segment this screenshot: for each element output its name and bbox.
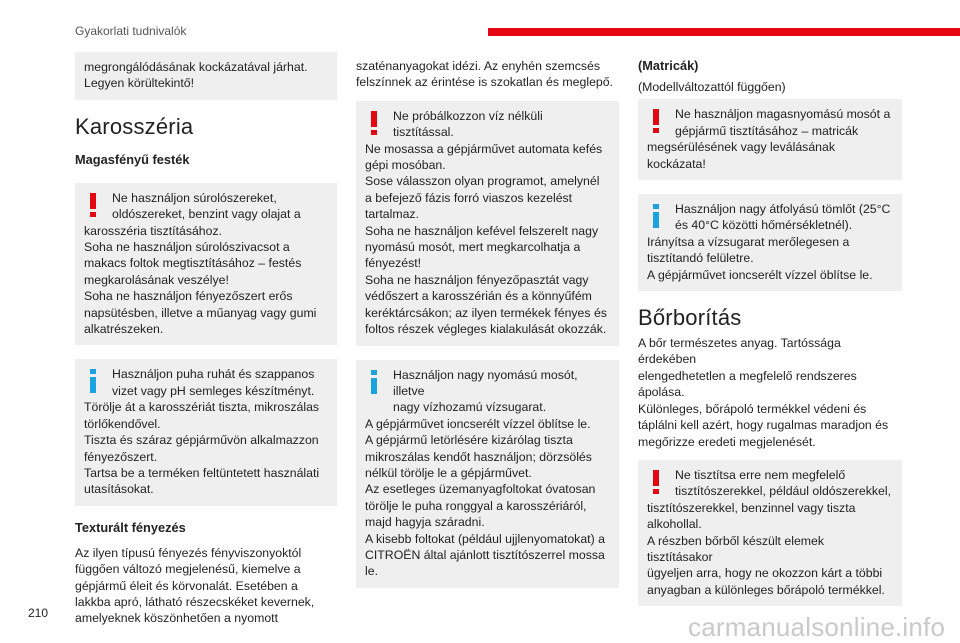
text-line: mikroszálas kendőt használjon; dörzsölés: [365, 449, 592, 464]
text-line: keréktárcsákon; az ilyen termékek fényes és: [365, 305, 607, 320]
text-line: Irányítsa a vízsugarat merőlegesen a: [647, 234, 850, 249]
text-line: elengedhetetlen a megfelelő rendszeres: [638, 368, 857, 383]
info-icon: [85, 368, 101, 394]
warning-box: [638, 99, 902, 180]
paragraph-texturalt: [75, 545, 337, 627]
text-line: gépjármű tisztításához – matricák: [675, 123, 859, 138]
text-line: Soha ne használjon súrolószivacsot a: [84, 240, 290, 255]
paragraph-continued: [356, 58, 619, 91]
text-line: tartalmaz.: [365, 207, 419, 222]
text-line: karosszéria tisztításához.: [84, 223, 223, 238]
info-box: [75, 359, 337, 505]
text-line: függően változó megjelenésű, kiemelve a: [75, 562, 301, 577]
text-line: Ne használjon magasnyomású mosót a: [675, 107, 891, 122]
text-line: lakkba apró, látható részecskéket kevernek,: [75, 594, 315, 609]
subheading-magasfenyu: Magasfényű festék: [75, 151, 190, 167]
text-line: Legyen körültekintő!: [84, 76, 195, 91]
text-line: A gépjármű letörlésére kizárólag tiszta: [365, 433, 573, 448]
text-line: a befejező fázis forró viaszos kezelést: [365, 190, 573, 205]
info-icon: [366, 369, 382, 395]
text-line: tisztítandó felületre.: [647, 251, 754, 266]
text-line: Ne próbálkozzon víz nélküli: [393, 108, 543, 123]
text-line: megőrizze eredeti megjelenését.: [638, 434, 816, 449]
text-line: védőszert a karosszérián és a könnyűfém: [365, 289, 592, 304]
page-number: 210: [28, 606, 49, 620]
text-line: Soha ne használjon kefével felszerelt nagy: [365, 223, 599, 238]
column-3: [638, 52, 902, 620]
column-1: [75, 52, 337, 627]
note-modellvaltozat: (Modellváltozattól függően): [638, 80, 786, 94]
exclamation-icon: [85, 192, 101, 218]
info-box: [356, 360, 619, 588]
exclamation-icon: [366, 110, 382, 136]
text-line: nélkül törölje le a gépjárművet.: [365, 465, 532, 480]
text-line: Használjon puha ruhát és szappanos: [112, 367, 315, 382]
text-line: Ne mosassa a gépjárművet automata kefés: [365, 141, 603, 156]
text-line: és 40°C közötti hőmérsékletnél).: [675, 218, 853, 233]
text-line: le.: [365, 564, 378, 579]
text-line: megsérülésének vagy leválásának kockázata!: [647, 140, 835, 171]
text-line: törlőkendővel.: [84, 416, 161, 431]
header-accent-bar: [488, 28, 960, 36]
text-line: oldószereket, benzint vagy olajat a: [112, 207, 301, 222]
text-line: ápolása.: [638, 385, 685, 400]
column-2: [356, 52, 619, 602]
info-icon: [648, 203, 664, 229]
text-line: makacs foltok megtisztításához – festés: [84, 256, 302, 271]
text-line: Ne tisztítsa erre nem megfelelő: [675, 467, 846, 482]
text-line: megkarolásának veszélye!: [84, 272, 229, 287]
warning-box: [638, 460, 902, 606]
text-line: majd hagyja száradni.: [365, 515, 485, 530]
text-line: A bőr természetes anyag. Tartóssága érdekében: [638, 336, 841, 367]
subheading-texturalt: Texturált fényezés: [75, 519, 186, 535]
text-line: nagy vízhozamú vízsugarat.: [393, 400, 547, 415]
text-line: fényezőszert.: [84, 449, 158, 464]
text-line: utasításokat.: [84, 482, 154, 497]
info-box: [638, 194, 902, 291]
text-line: ügyeljen arra, hogy ne okozzon kárt a többi: [647, 566, 883, 581]
text-line: tisztítószerekkel, például oldószerekkel,: [675, 484, 891, 499]
text-line: Soha ne használjon fényezőpasztát vagy: [365, 272, 589, 287]
text-line: foltos részek végleges kialakulását okozzák.: [365, 322, 607, 337]
text-line: Soha ne használjon fényezőszert erős: [84, 289, 293, 304]
watermark: carmanualsonline.info: [688, 612, 946, 642]
text-line: Tiszta és száraz gépjárművön alkalmazzon: [84, 433, 319, 448]
text-line: megrongálódásának kockázatával járhat.: [84, 60, 308, 74]
text-line: alkohollal.: [647, 517, 702, 532]
text-line: napsütésben, illetve a műanyag vagy gumi: [84, 305, 317, 320]
text-line: anyagban a különleges bőrápoló termékkel.: [647, 582, 885, 597]
text-line: vizet vagy pH semleges készítményt.: [112, 383, 315, 398]
paragraph-bor: [638, 335, 902, 450]
text-line: gépjármű éleit és körvonalát. Esetében a: [75, 578, 298, 593]
text-line: A részben bőrből készült elemek tisztításakor: [647, 533, 825, 564]
text-line: Sose válasszon olyan programot, amelynél: [365, 174, 600, 189]
text-line: alkatrészeken.: [84, 322, 164, 337]
section-heading-karosszeria: Karosszéria: [75, 113, 194, 139]
text-line: Használjon nagy nyomású mosót, illetve: [393, 367, 578, 398]
exclamation-icon: [648, 108, 664, 134]
text-line: Törölje át a karosszériát tiszta, mikroszálas: [84, 400, 320, 415]
text-line: felszínnek az érintése is szokatlan és meglepő.: [356, 75, 614, 90]
text-line: tisztítószerekkel, benzinnel vagy tiszta: [647, 500, 856, 515]
warning-box: [356, 101, 619, 346]
text-line: nyomású mosót, mert megkarcolhatja a: [365, 240, 581, 255]
text-line: Az ilyen típusú fényezés fényviszonyoktól: [75, 545, 302, 560]
text-line: A gépjárművet ioncserélt vízzel öblítse le.: [647, 267, 873, 282]
warning-box: [75, 183, 337, 346]
text-line: Tartsa be a terméken feltüntetett használati: [84, 465, 320, 480]
subheading-matricak: (Matricák): [638, 58, 699, 73]
text-line: szaténanyagokat idézi. Az enyhén szemcsés: [356, 59, 601, 73]
exclamation-icon: [648, 469, 664, 495]
text-line: tisztítással.: [393, 125, 454, 140]
text-line: Ne használjon súrolószereket,: [112, 190, 277, 205]
text-line: Különleges, bőrápoló termékkel védeni és: [638, 401, 867, 416]
text-line: fényezést!: [365, 256, 422, 271]
text-line: A gépjárművet ioncserélt vízzel öblítse le.: [365, 416, 591, 431]
page-header-title: Gyakorlati tudnivalók: [75, 24, 187, 38]
section-heading-borboritas: Bőrborítás: [638, 305, 742, 331]
intro-box: [75, 52, 337, 100]
text-line: amelyeknek köszönhetően a nyomott: [75, 611, 279, 626]
text-line: Az esetleges üzemanyagfoltokat óvatosan: [365, 482, 596, 497]
text-line: gépi mosóban.: [365, 158, 446, 173]
text-line: CITROËN által ajánlott tisztítószerrel mossa: [365, 547, 605, 562]
text-line: A kisebb foltokat (például ujjlenyomatokat) a: [365, 531, 605, 546]
text-line: törölje le puha ronggyal a karosszériáról,: [365, 498, 587, 513]
text-line: Használjon nagy átfolyású tömlőt (25°C: [675, 202, 891, 217]
text-line: táplálni kell azért, hogy rugalmas maradjon és: [638, 418, 889, 433]
